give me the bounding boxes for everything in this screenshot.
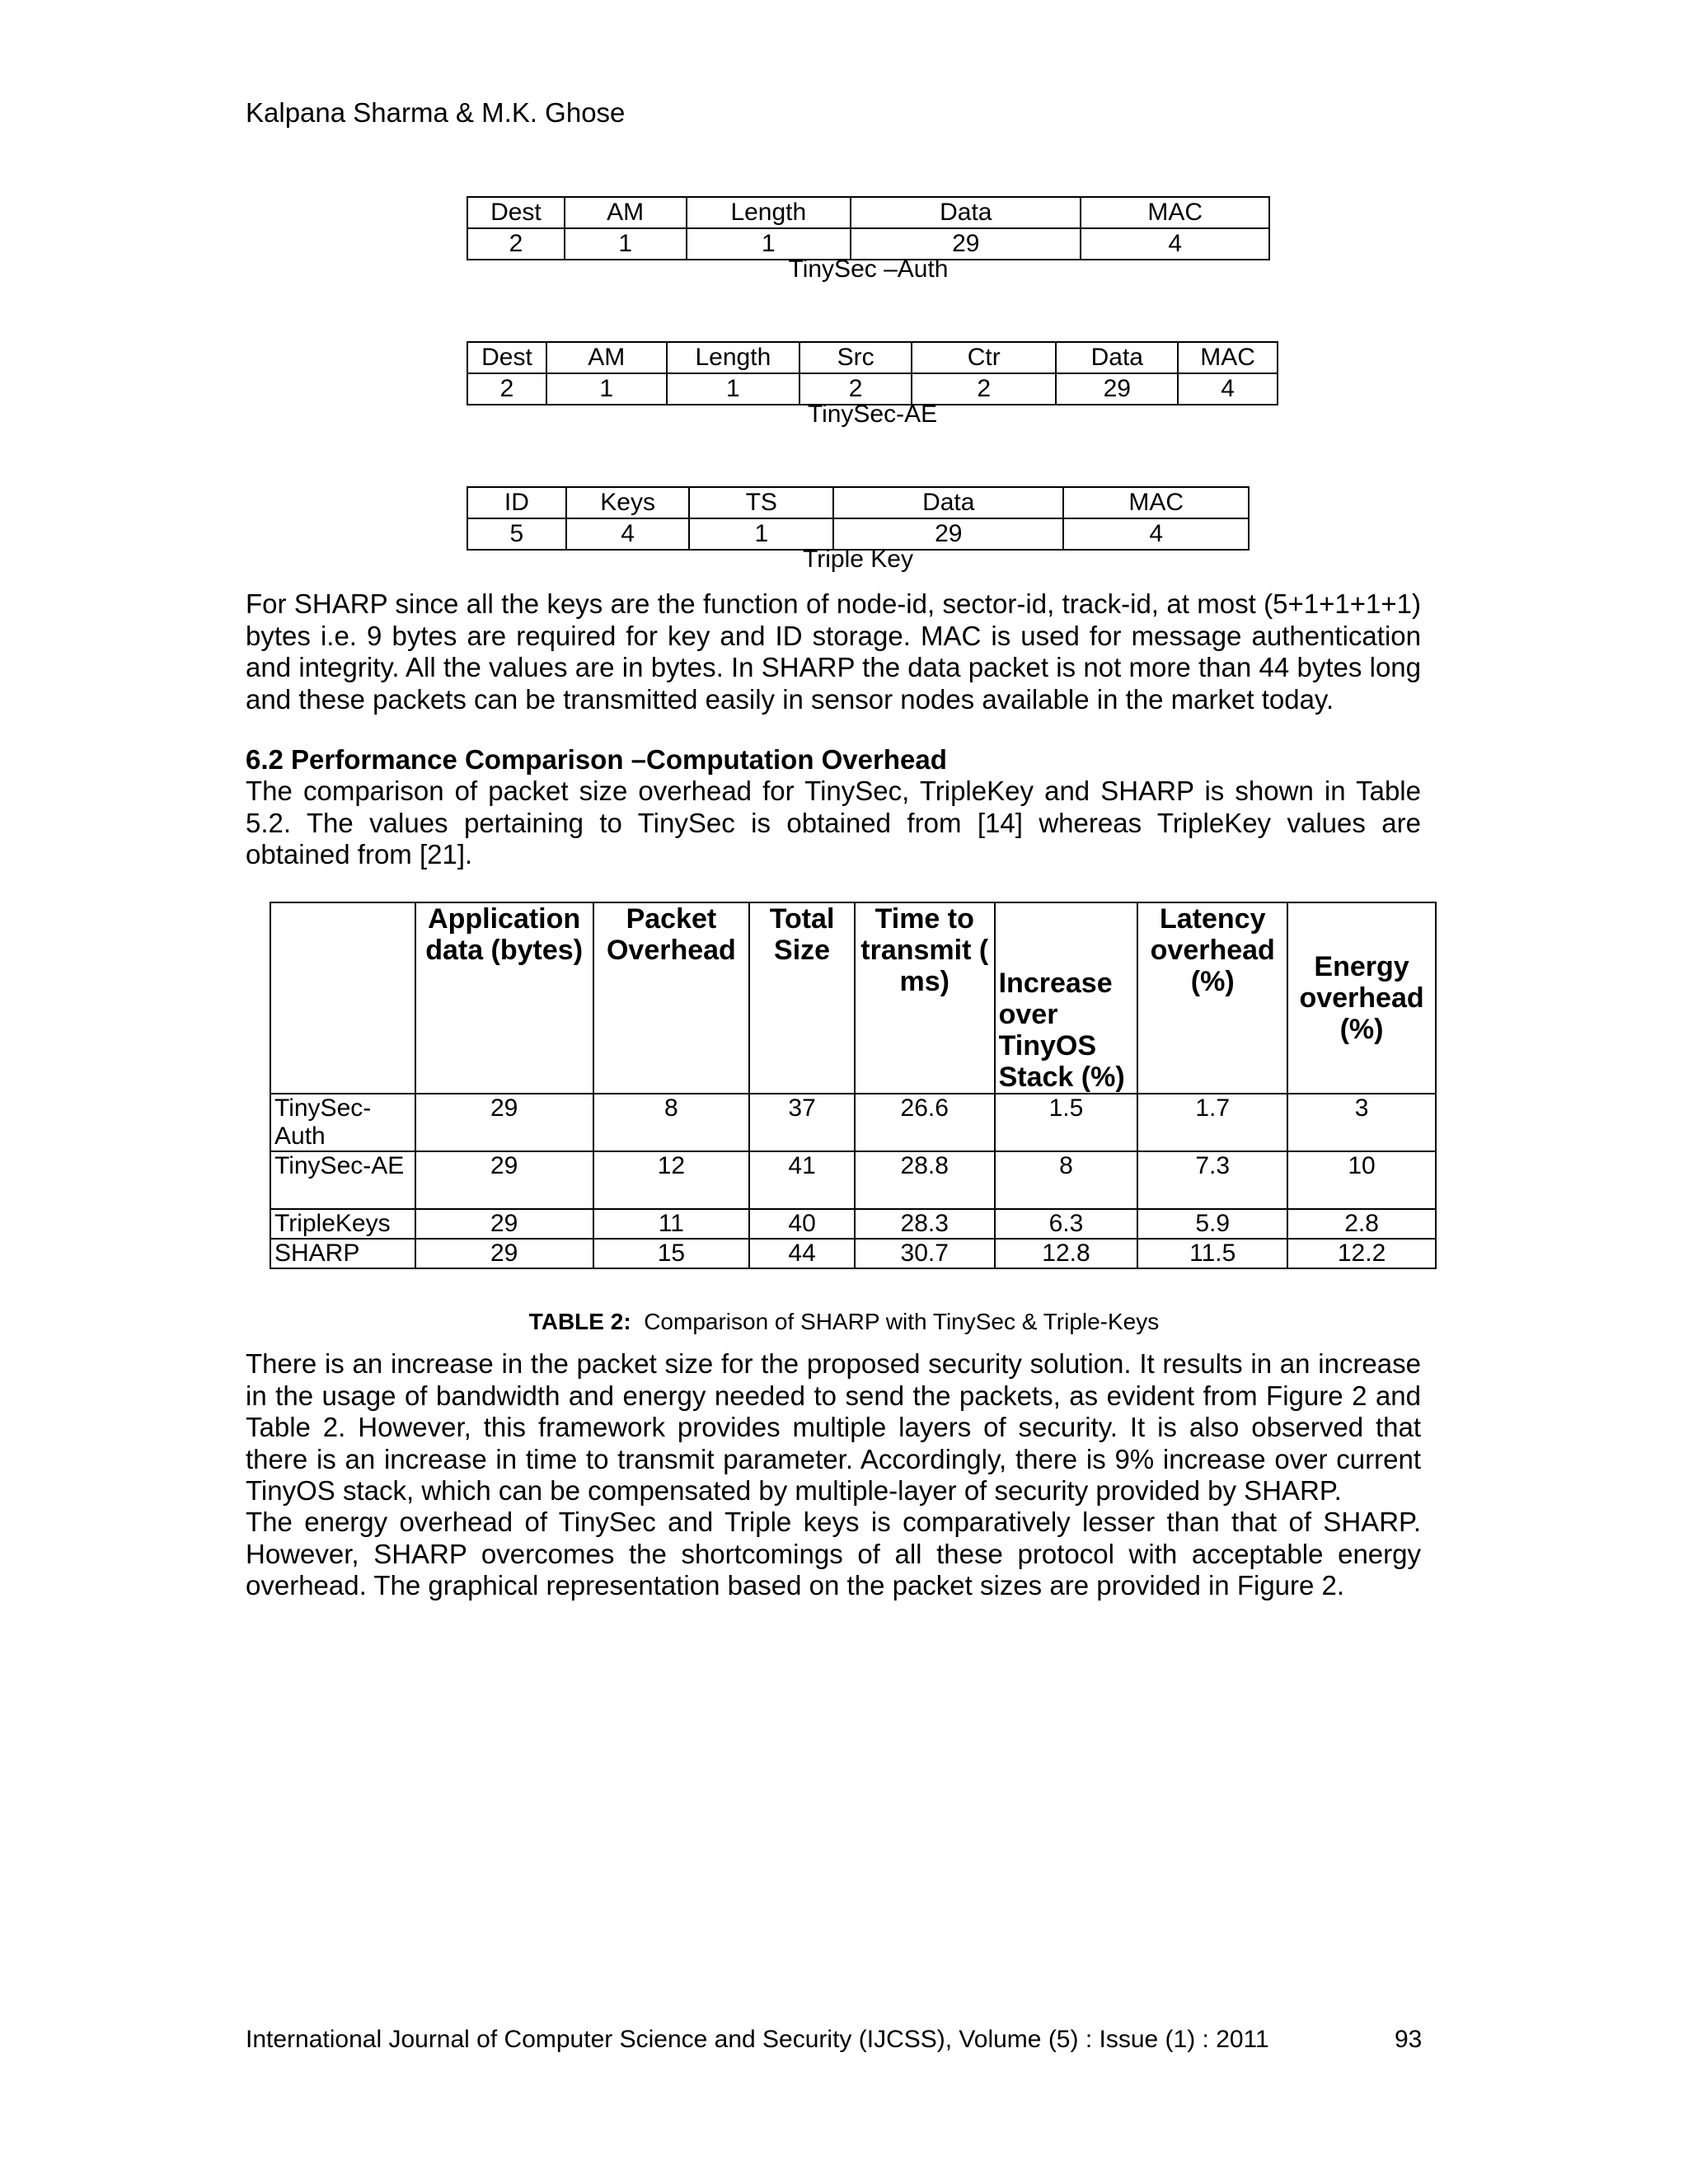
table-header-cell: Time to transmit ( ms) xyxy=(855,902,995,1094)
packet-caption: TinySec-AE xyxy=(807,401,938,428)
packet-size: 29 xyxy=(833,518,1063,550)
packet-field: Length xyxy=(667,342,800,373)
packet-size: 4 xyxy=(566,518,690,550)
packet-field: Src xyxy=(799,342,912,373)
packet-size: 29 xyxy=(1056,373,1178,405)
packet-field: TS xyxy=(689,487,833,518)
body-paragraph: For SHARP since all the keys are the function of node-id, sector-id, track-id, at most (5+1+1+1+1) bytes i.e. 9 bytes are required for key and ID storage. MAC is used for message authentication and integrity. All the values are in bytes. In SHARP the data packet is not more than 44 bytes long and these packets can be transmitted easily in sensor nodes available in the market today. xyxy=(246,588,1421,715)
table-cell: 2.8 xyxy=(1287,1209,1436,1239)
table-cell: 44 xyxy=(749,1239,855,1268)
table-cell: 3 xyxy=(1287,1094,1436,1151)
table-row xyxy=(270,1239,1436,1268)
section-heading: 6.2 Performance Comparison –Computation Overhead xyxy=(246,744,947,775)
table-row xyxy=(270,1094,1436,1151)
table-cell: 29 xyxy=(415,1239,593,1268)
table-cell: 12.8 xyxy=(995,1239,1138,1268)
packet-size: 1 xyxy=(667,373,800,405)
packet-field: Ctr xyxy=(912,342,1057,373)
body-paragraph: The comparison of packet size overhead for TinySec, TripleKey and SHARP is shown in Table 5.2. The values pertaining to TinySec is obtained from [14] whereas TripleKey values are obtained from [21]. xyxy=(246,776,1421,869)
table-cell: 8 xyxy=(593,1094,750,1151)
table-row xyxy=(270,1151,1436,1209)
packet-field: Keys xyxy=(566,487,690,518)
table-header-cell: Application data (bytes) xyxy=(415,902,593,1094)
packet-format-tinysec-ae xyxy=(467,341,1278,405)
packet-field: ID xyxy=(467,487,566,518)
packet-size: 2 xyxy=(799,373,912,405)
packet-size: 4 xyxy=(1081,228,1269,260)
table-cell: 11 xyxy=(593,1209,750,1239)
packet-field: Data xyxy=(833,487,1063,518)
packet-format-tinysec-auth xyxy=(467,196,1270,260)
packet-size: 5 xyxy=(467,518,566,550)
packet-size: 2 xyxy=(467,228,565,260)
table-cell: 26.6 xyxy=(855,1094,995,1151)
table-cell: 30.7 xyxy=(855,1239,995,1268)
packet-size: 4 xyxy=(1178,373,1278,405)
table-header-cell: Increase over TinyOS Stack (%) xyxy=(995,902,1138,1094)
packet-size: 1 xyxy=(546,373,667,405)
table-cell: 8 xyxy=(995,1151,1138,1209)
packet-field: Data xyxy=(1056,342,1178,373)
table-cell: 15 xyxy=(593,1239,750,1268)
table-caption xyxy=(0,1309,1688,1335)
table-cell: 29 xyxy=(415,1151,593,1209)
table-cell: 6.3 xyxy=(995,1209,1138,1239)
table-row-label: TinySec-Auth xyxy=(270,1094,415,1151)
footer-journal: International Journal of Computer Science and Security (IJCSS), Volume (5) : Issue (1) : 2011 xyxy=(246,2026,1269,2053)
table-caption-text: Comparison of SHARP with TinySec & Triple-Keys xyxy=(644,1309,1160,1334)
packet-caption: TinySec –Auth xyxy=(788,255,949,283)
table-cell: 28.3 xyxy=(855,1209,995,1239)
packet-size: 1 xyxy=(689,518,833,550)
table-cell: 1.5 xyxy=(995,1094,1138,1151)
packet-field: AM xyxy=(565,197,687,228)
packet-size: 29 xyxy=(851,228,1081,260)
packet-size: 4 xyxy=(1063,518,1249,550)
table-header-cell: Packet Overhead xyxy=(593,902,750,1094)
table-row-label: SHARP xyxy=(270,1239,415,1268)
table-cell: 1.7 xyxy=(1137,1094,1287,1151)
table-cell: 29 xyxy=(415,1209,593,1239)
table-cell: 7.3 xyxy=(1137,1151,1287,1209)
packet-size: 1 xyxy=(687,228,851,260)
packet-field: Length xyxy=(687,197,851,228)
table-cell: 41 xyxy=(749,1151,855,1209)
table-header-cell xyxy=(270,902,415,1094)
table-cell: 12.2 xyxy=(1287,1239,1436,1268)
body-paragraph: There is an increase in the packet size for the proposed security solution. It results in an increase in the usage of bandwidth and energy needed to send the packets, as evident from Figure 2 and Table 2. However, this framework provides multiple layers of security. It is also observed that there is an increase in time to transmit parameter. Accordingly, there is 9% increase over current TinyOS stack, which can be compensated by multiple-layer of security provided by SHARP. xyxy=(246,1348,1421,1506)
comparison-table xyxy=(270,902,1437,1269)
table-row-label: TinySec-AE xyxy=(270,1151,415,1209)
packet-size: 2 xyxy=(912,373,1057,405)
table-cell: 29 xyxy=(415,1094,593,1151)
packet-field: Data xyxy=(851,197,1081,228)
packet-size: 1 xyxy=(565,228,687,260)
table-cell: 28.8 xyxy=(855,1151,995,1209)
packet-field: Dest xyxy=(467,197,565,228)
packet-field: MAC xyxy=(1063,487,1249,518)
packet-field: AM xyxy=(546,342,667,373)
packet-caption: Triple Key xyxy=(803,546,913,573)
running-header-authors: Kalpana Sharma & M.K. Ghose xyxy=(246,97,626,128)
table-cell: 5.9 xyxy=(1137,1209,1287,1239)
page-number: 93 xyxy=(1395,2026,1423,2053)
table-row-label: TripleKeys xyxy=(270,1209,415,1239)
packet-format-triple-key xyxy=(467,486,1250,551)
packet-size: 2 xyxy=(467,373,546,405)
packet-field: MAC xyxy=(1178,342,1278,373)
table-row xyxy=(270,1209,1436,1239)
table-header-cell: Total Size xyxy=(749,902,855,1094)
table-header-row xyxy=(270,902,1436,1094)
table-cell: 10 xyxy=(1287,1151,1436,1209)
table-cell: 12 xyxy=(593,1151,750,1209)
table-caption-label: TABLE 2: xyxy=(528,1309,631,1334)
packet-field: Dest xyxy=(467,342,546,373)
body-paragraph: The energy overhead of TinySec and Triple keys is comparatively lesser than that of SHARP. However, SHARP overcomes the shortcomings of all these protocol with acceptable energy overhead. The graphical representation based on the packet sizes are provided in Figure 2. xyxy=(246,1507,1421,1601)
table-cell: 11.5 xyxy=(1137,1239,1287,1268)
table-cell: 37 xyxy=(749,1094,855,1151)
table-header-cell: Energy overhead (%) xyxy=(1287,902,1436,1094)
table-header-cell: Latency overhead (%) xyxy=(1137,902,1287,1094)
packet-field: MAC xyxy=(1081,197,1269,228)
table-cell: 40 xyxy=(749,1209,855,1239)
